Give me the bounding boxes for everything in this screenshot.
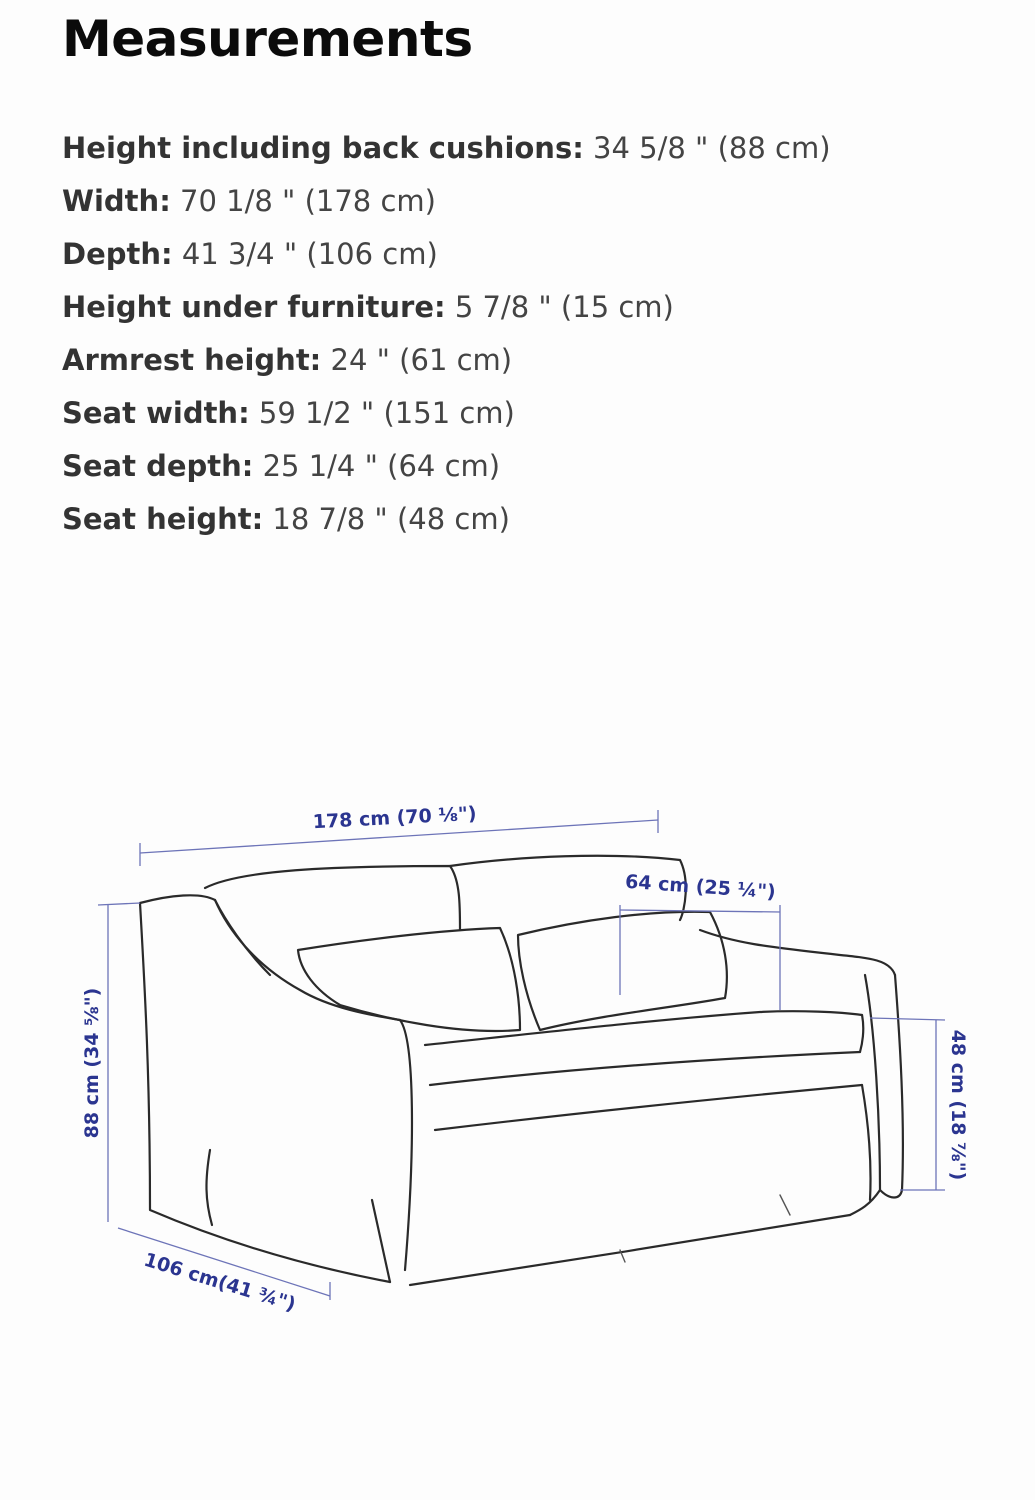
spec-label: Seat depth: bbox=[62, 449, 254, 483]
width-dimension-label: 178 cm (70 ⅛") bbox=[312, 802, 478, 834]
spec-value: 41 3/4 " (106 cm) bbox=[181, 237, 438, 271]
spec-label: Depth: bbox=[62, 237, 173, 271]
spec-height-under-furniture bbox=[62, 287, 831, 340]
sofa-dimension-diagram bbox=[0, 760, 1035, 1500]
seat-depth-dimension-label: 64 cm (25 ¼") bbox=[624, 870, 777, 904]
seat-height-dimension-label: 48 cm (18 ⅞") bbox=[947, 1029, 969, 1181]
page-title: Measurements bbox=[62, 10, 473, 68]
spec-label: Height under furniture: bbox=[62, 290, 446, 324]
spec-seat-depth bbox=[62, 446, 831, 499]
spec-value: 25 1/4 " (64 cm) bbox=[262, 449, 501, 483]
spec-seat-width bbox=[62, 393, 831, 446]
spec-value: 59 1/2 " (151 cm) bbox=[258, 396, 515, 430]
spec-value: 24 " (61 cm) bbox=[330, 343, 513, 377]
spec-label: Armrest height: bbox=[62, 343, 322, 377]
spec-width bbox=[62, 181, 831, 234]
spec-value: 18 7/8 " (48 cm) bbox=[272, 502, 510, 536]
spec-value: 34 5/8 " (88 cm) bbox=[593, 131, 831, 165]
spec-value: 70 1/8 " (178 cm) bbox=[180, 184, 436, 218]
spec-armrest-height bbox=[62, 340, 831, 393]
depth-dimension-label: 106 cm(41 ¾") bbox=[141, 1248, 299, 1316]
measurement-list bbox=[62, 128, 831, 552]
height-dimension-label: 88 cm (34 ⅝") bbox=[81, 987, 103, 1139]
spec-label: Height including back cushions: bbox=[62, 131, 584, 165]
spec-height-including-back-cushions bbox=[62, 128, 831, 181]
spec-seat-height bbox=[62, 499, 831, 552]
sofa-drawing bbox=[140, 856, 903, 1285]
spec-depth bbox=[62, 234, 831, 287]
spec-label: Width: bbox=[62, 184, 171, 218]
spec-label: Seat height: bbox=[62, 502, 264, 536]
spec-label: Seat width: bbox=[62, 396, 250, 430]
spec-value: 5 7/8 " (15 cm) bbox=[454, 290, 674, 324]
